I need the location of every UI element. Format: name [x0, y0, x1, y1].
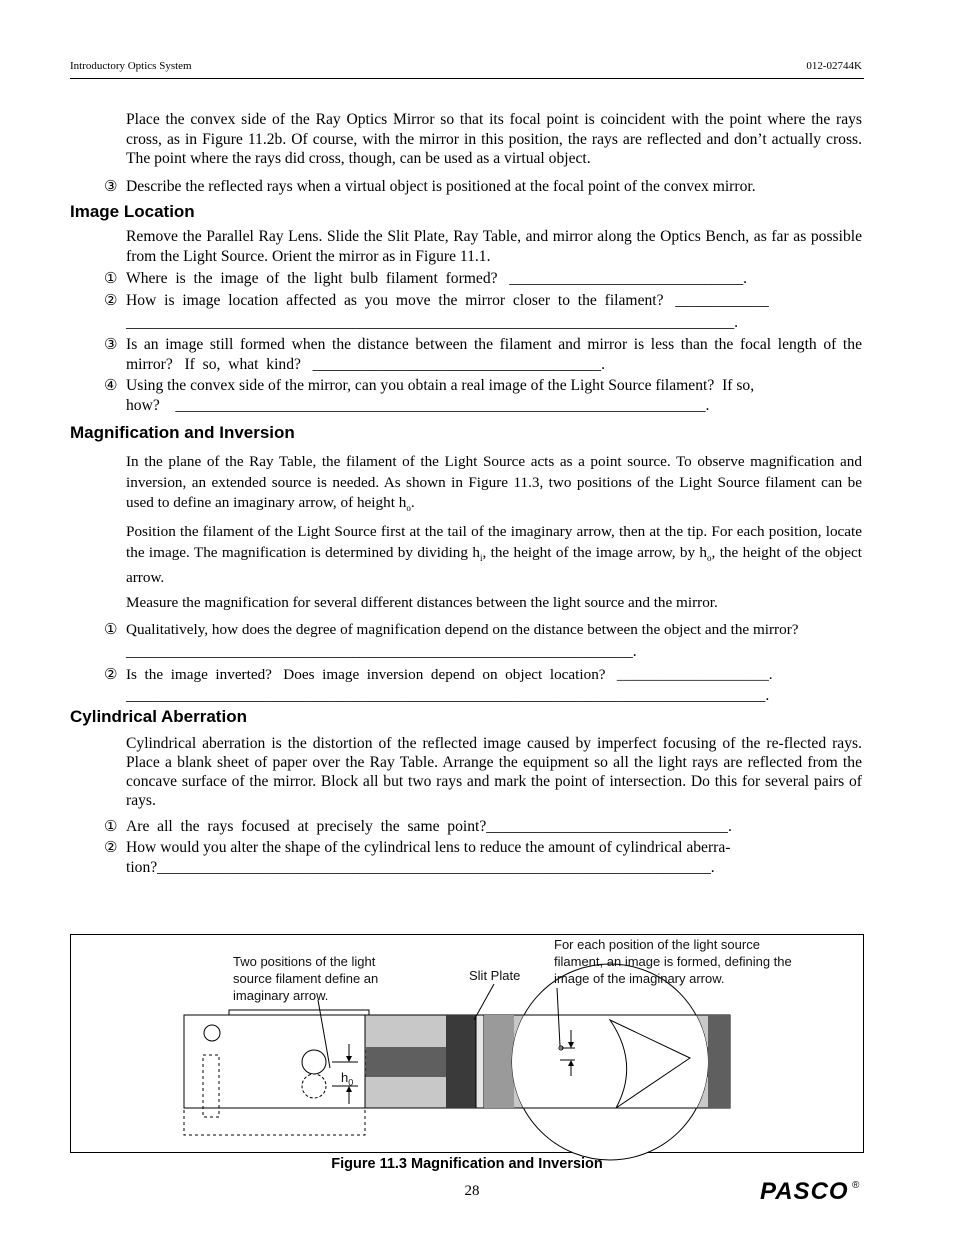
question-marker: ③ — [104, 335, 118, 353]
question-marker: ② — [104, 838, 118, 856]
figure-caption: Figure 11.3 Magnification and Inversion — [331, 1156, 603, 1172]
question-marker: ① — [104, 620, 118, 638]
question-lens-shape-line2: tion?_______________________________________________________________________. — [126, 859, 715, 876]
question-image-formed: Where is the image of the light bulb filament formed? ______________________________. — [126, 270, 748, 287]
page-number: 28 — [464, 1183, 480, 1199]
question-lens-shape-line1: How would you alter the shape of the cylindrical lens to reduce the amount of cylindrical aberra- — [126, 839, 731, 856]
question-same-point: Are all the rays focused at precisely the same point?_______________________________. — [126, 818, 732, 835]
filament-position-tip — [302, 1050, 326, 1074]
figure-label-two-positions: Two positions of the light source filament define an imaginary arrow. — [233, 954, 379, 1003]
question-marker: ① — [104, 269, 118, 287]
figure-label-h0: $h_0$ — [341, 1070, 354, 1088]
document-number: 012-02744K — [806, 60, 862, 72]
answer-line: _________________________________________________________________. — [126, 643, 637, 660]
answer-line: __________________________________________________________________________________. — [126, 687, 770, 704]
slit-plate-base — [484, 1015, 514, 1108]
running-header-title: Introductory Optics System — [70, 60, 192, 72]
question-magnification-line1: Qualitatively, how does the degree of magnification depend on the distance between the object and the mirror? — [126, 621, 799, 638]
magnification-paragraph-2: Position the filament of the Light Source first at the tail of the imaginary arrow, then at the tip. For each position, locate the image. The magnification is determined by dividing $h_i$, the height of the image arrow, by $h_o$, the height of the object arrow. — [126, 523, 862, 587]
section-heading-cylindrical: Cylindrical Aberration — [70, 707, 247, 726]
filament-circle — [204, 1025, 220, 1041]
magnification-paragraph-1: In the plane of the Ray Table, the filament of the Light Source acts as a point source. To observe magnification and inversion, an extended source is needed. As shown in Figure 11.3, two positions of the Light Source filament can be used to define an imaginary arrow, of height $h_o$. — [126, 453, 862, 514]
bench-end — [708, 1015, 730, 1108]
question-marker: ① — [104, 817, 118, 835]
answer-line: ______________________________________________________________________________. — [126, 314, 739, 331]
slit-plate-holder — [446, 1015, 476, 1108]
question-image-location-line1: How is image location affected as you move the mirror closer to the filament? ____________ — [126, 292, 769, 309]
slit-plate — [476, 1015, 484, 1108]
question-inversion-line1: Is the image inverted? Does image inversion depend on object location? ____________________. — [126, 666, 773, 683]
figure-label-image-formed: For each position of the light source filament, an image is formed, defining the image of the imaginary arrow. — [554, 937, 792, 986]
question-marker: ④ — [104, 376, 118, 394]
figure-label-slit-plate: Slit Plate — [469, 968, 521, 983]
bench-top-rail — [229, 1010, 369, 1015]
question-convex-real-image-line1: Using the convex side of the mirror, can you obtain a real image of the Light Source filament? If so, — [126, 377, 755, 394]
section-heading-image-location: Image Location — [70, 202, 195, 221]
intro-paragraph: Place the convex side of the Ray Optics Mirror so that its focal point is coincident with the point where the rays cross, as in Figure 11.2b. Of course, with the mirror in this position, the rays are reflected and don’t actually cross. The point where the rays did cross, though, can be used as a virtual object. — [126, 111, 862, 167]
registered-mark: ® — [852, 1180, 860, 1191]
cylindrical-paragraph: Cylindrical aberration is the distortion of the reflected image caused by imperfect focusing of the re-flected rays. Place a blank sheet of paper over the Ray Table. Arrange the equipment so all the light rays are reflected from the concave surface of the mirror. Block all but two rays and mark the point of intersection. Do this for several pairs of rays. — [126, 735, 862, 809]
question-image-still-formed: Is an image still formed when the distance between the filament and mirror is less than the focal length of the mirror? If so, what kind? _____________________________________. — [126, 336, 870, 373]
magnification-paragraph-3: Measure the magnification for several different distances between the light source and the mirror. — [126, 594, 718, 611]
question-convex-real-image-line2: how? ____________________________________________________________________. — [126, 397, 710, 414]
question-marker: ③ — [104, 177, 118, 195]
section-heading-magnification: Magnification and Inversion — [70, 423, 295, 442]
question-virtual-object: Describe the reflected rays when a virtual object is positioned at the focal point of the convex mirror. — [126, 178, 756, 195]
pasco-logo: PASCO — [760, 1178, 849, 1205]
question-marker: ② — [104, 665, 118, 683]
filament-position-tail — [302, 1074, 326, 1098]
question-marker: ② — [104, 291, 118, 309]
image-location-paragraph: Remove the Parallel Ray Lens. Slide the Slit Plate, Ray Table, and mirror along the Optics Bench, as far as possible from the Light Source. Orient the mirror as in Figure 11.1. — [126, 228, 862, 265]
